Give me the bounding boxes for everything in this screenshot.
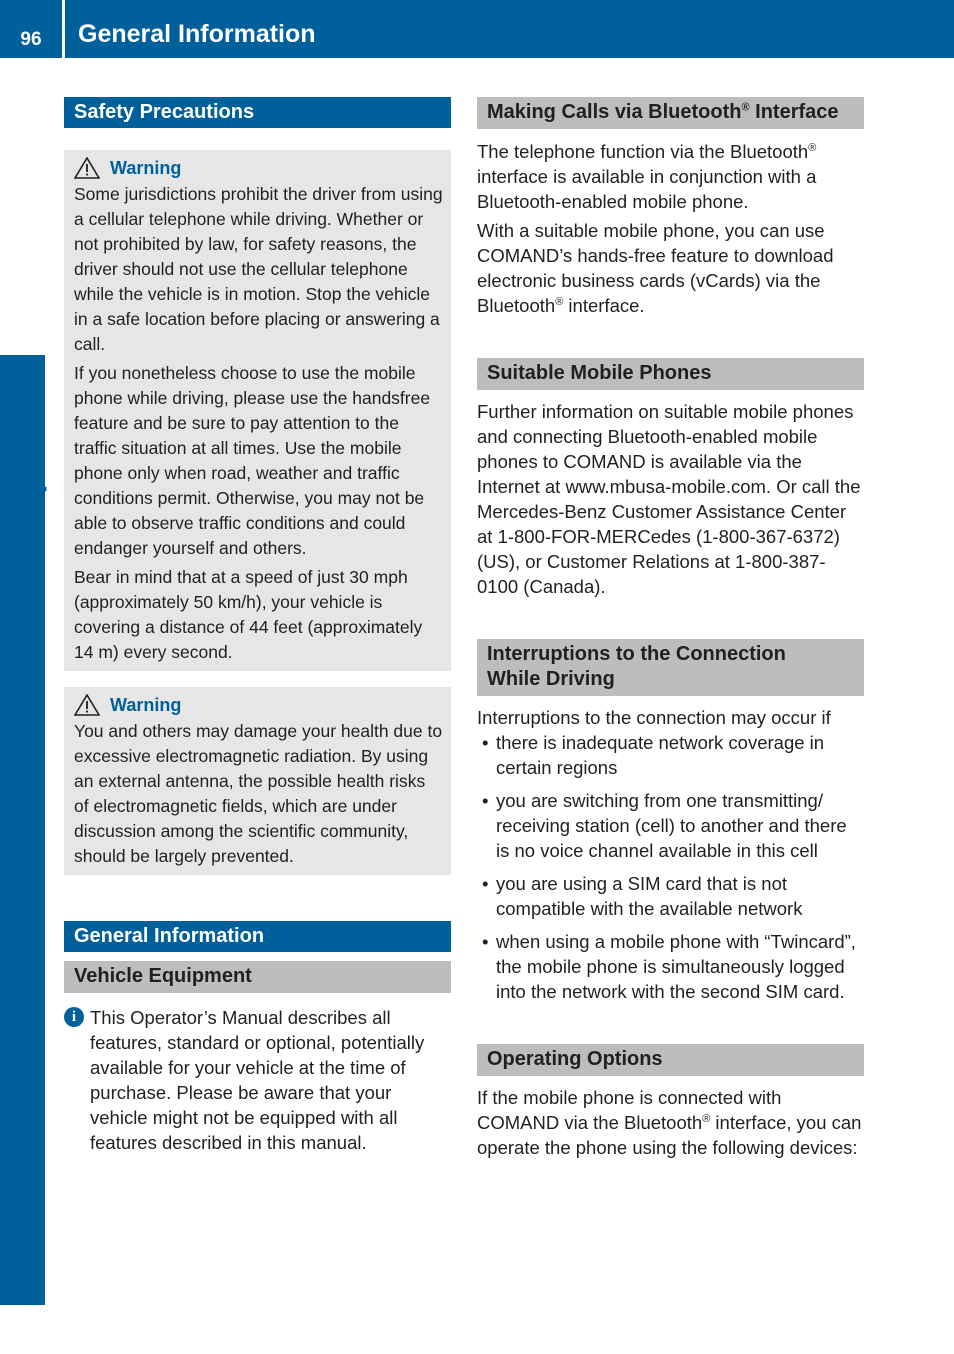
interruptions-list xyxy=(477,730,864,1004)
text-span: With a suitable mobile phone, you can use COMAND’s hands-free feature to download electronic business cards (vCards) via the Bluetooth xyxy=(477,220,834,316)
text-span: The telephone function via the Bluetooth xyxy=(477,141,809,162)
page-number: 96 xyxy=(20,29,42,50)
list-item-text: when using a mobile phone with “Twincard”, the mobile phone is simultaneously logged into the network with the second SIM card. xyxy=(496,931,856,1002)
warning-header xyxy=(74,154,443,182)
heading-text: Interface xyxy=(749,101,839,123)
warning-triangle-icon xyxy=(74,157,100,179)
text-span: interface. xyxy=(563,295,645,316)
body-paragraph: Interruptions to the connection may occur if xyxy=(477,707,831,728)
bullet-dot: • xyxy=(482,790,489,811)
body-paragraph xyxy=(477,218,864,318)
bluetooth-calls-body xyxy=(477,139,864,318)
list-item-text: there is inadequate network coverage in certain regions xyxy=(496,732,825,778)
section-heading-mobile-phones: Suitable Mobile Phones xyxy=(477,358,864,390)
bullet-dot: • xyxy=(482,873,489,894)
body-paragraph xyxy=(477,139,864,214)
warning-label: Warning xyxy=(110,694,182,715)
section-heading-safety: Safety Precautions xyxy=(64,97,451,128)
heading-text: Making Calls via Bluetooth xyxy=(487,101,742,123)
list-item-text: you are using a SIM card that is not compatible with the available network xyxy=(496,873,803,919)
warning-paragraph: If you nonetheless choose to use the mobile phone while driving, please use the handsfree feature and be sure to pay attention to the traffic situation at all times. Use the mobile phone only when road, weather and traffic conditions permit. Otherwise, you may not be able to observe traffic conditions and could endanger yourself and others. xyxy=(74,363,431,558)
section-heading-interruptions: Interruptions to the Connection While Driving xyxy=(477,639,864,696)
bullet-dot: • xyxy=(482,732,489,753)
section-heading-general: General Information xyxy=(64,921,451,952)
text-span: If the mobile phone is connected with COMAND via the Bluetooth xyxy=(477,1087,782,1133)
side-tab-label: Telephone xyxy=(12,400,47,553)
operating-options-body xyxy=(477,1085,864,1160)
list-item xyxy=(477,871,864,921)
text-span: interface is available in conjunction with a Bluetooth-enabled mobile phone. xyxy=(477,166,817,212)
registered-mark: ® xyxy=(808,141,817,154)
interruptions-body xyxy=(477,705,864,1004)
warning-paragraph: Some jurisdictions prohibit the driver from using a cellular telephone while driving. Whether or not prohibited by law, for safety reasons, the driver should not use the cellular telephone while the vehicle is in motion. Stop the vehicle in a safe location before placing or answering a call. xyxy=(74,184,443,354)
info-note xyxy=(64,1005,451,1155)
section-heading-bluetooth-calls xyxy=(477,97,864,129)
registered-mark: ® xyxy=(702,1112,711,1125)
section-heading-operating-options: Operating Options xyxy=(477,1044,864,1076)
list-item xyxy=(477,929,864,1004)
warning-paragraph: You and others may damage your health due to excessive electromagnetic radiation. By using an external antenna, the possible health risks of electromagnetic fields, which are under discussion among the scientific community, should be largely prevented. xyxy=(74,721,443,866)
body-paragraph xyxy=(477,1085,864,1160)
warning-box-driving xyxy=(64,150,451,671)
list-item-text: you are switching from one transmitting/ receiving station (cell) to another and there is no voice channel available in this cell xyxy=(496,790,847,861)
left-column xyxy=(64,97,451,1155)
warning-box-radiation xyxy=(64,687,451,875)
warning-triangle-icon xyxy=(74,694,100,716)
registered-mark: ® xyxy=(741,101,750,114)
warning-paragraph: Bear in mind that at a speed of just 30 mph (approximately 50 km/h), your vehicle is covering a distance of 44 feet (approximately 14 m) every second. xyxy=(74,567,423,662)
text-span: interface, you can operate the phone using the following devices: xyxy=(477,1112,862,1158)
header-divider xyxy=(62,0,65,58)
registered-mark: ® xyxy=(555,295,564,308)
list-item xyxy=(477,788,864,863)
info-icon: i xyxy=(64,1007,84,1027)
list-item xyxy=(477,730,864,780)
body-paragraph: Further information on suitable mobile phones and connecting Bluetooth-enabled mobile phones to COMAND is available via the Internet at www.mbusa-mobile.com. Or call the Mercedes-Benz Customer Assistance Center at 1-800-FOR-MERCedes (1-800-367-6372) (US), or Customer Relations at 1-800-387-0100 (Canada). xyxy=(477,401,861,597)
right-column xyxy=(477,97,864,1164)
subsection-heading-vehicle-equipment: Vehicle Equipment xyxy=(64,961,451,993)
mobile-phones-body xyxy=(477,399,864,599)
page-title: General Information xyxy=(78,20,316,48)
warning-header xyxy=(74,691,443,719)
warning-label: Warning xyxy=(110,157,182,178)
info-text: This Operator’s Manual describes all features, standard or optional, potentially available for your vehicle at the time of purchase. Please be aware that your vehicle might not be equipped with all features described in this manual. xyxy=(90,1007,425,1153)
bullet-dot: • xyxy=(482,931,489,952)
